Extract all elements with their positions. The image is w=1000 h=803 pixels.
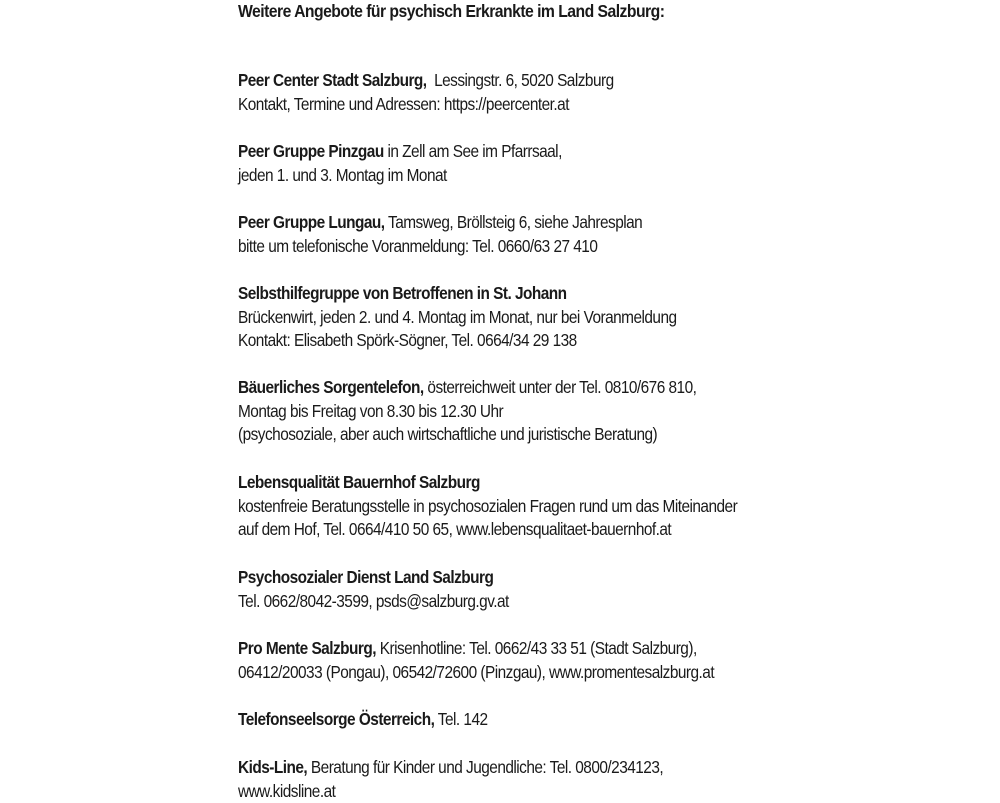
entry-text: (psychosoziale, aber auch wirtschaftliche und juristische Beratung): [238, 424, 658, 445]
entry-title: Telefonseelsorge Österreich,: [238, 709, 435, 729]
entry-pro-mente-salzburg: [238, 637, 714, 684]
entry-baeuerliches-sorgentelefon: [238, 376, 696, 447]
entry-line: [238, 495, 737, 519]
entry-line: [238, 423, 696, 447]
entry-line: [238, 376, 696, 400]
entry-line: [238, 708, 488, 732]
entry-line: [238, 140, 562, 164]
entry-telefonseelsorge: [238, 708, 488, 732]
entry-line: [238, 235, 642, 259]
entry-line: [238, 756, 663, 780]
entry-peer-gruppe-pinzgau: [238, 140, 562, 187]
entry-title: Lebensqualität Bauernhof Salzburg: [238, 472, 480, 492]
entry-lebensqualitaet-bauernhof: [238, 471, 737, 542]
entry-line: [238, 471, 737, 495]
entry-text: Tel. 142: [434, 709, 488, 729]
entry-text: Tel. 0662/8042-3599, psds@salzburg.gv.at: [238, 590, 509, 611]
entry-text: auf dem Hof, Tel. 0664/410 50 65, www.lebensqualitaet-bauernhof.at: [238, 519, 672, 540]
entry-peer-center-salzburg: [238, 69, 614, 116]
entry-line: [238, 211, 642, 235]
entry-line: [238, 282, 677, 306]
entry-line: [238, 637, 714, 661]
entry-title: Pro Mente Salzburg,: [238, 638, 377, 658]
entry-title: Bäuerliches Sorgentelefon,: [238, 377, 424, 397]
entry-title: Peer Gruppe Pinzgau: [238, 141, 384, 161]
entry-psychosozialer-dienst: [238, 566, 509, 613]
entry-line: [238, 329, 677, 353]
entry-text: www.kidsline.at: [238, 780, 336, 801]
entry-text: Kontakt: Elisabeth Spörk-Sögner, Tel. 0664/34 29 138: [238, 330, 577, 351]
entry-line: [238, 661, 714, 685]
entry-line: [238, 164, 562, 188]
entry-text: Kontakt, Termine und Adressen: https://peercenter.at: [238, 93, 569, 114]
entry-kids-line: [238, 756, 663, 803]
entry-title: Selbsthilfegruppe von Betroffenen in St. Johann: [238, 283, 567, 303]
entry-line: [238, 400, 696, 424]
entry-text: 06412/20033 (Pongau), 06542/72600 (Pinzgau), www.promentesalzburg.at: [238, 661, 715, 682]
entry-text: Brückenwirt, jeden 2. und 4. Montag im Monat, nur bei Voranmeldung: [238, 306, 677, 327]
entry-text: Tamsweg, Bröllsteig 6, siehe Jahresplan: [384, 212, 643, 232]
entry-text: österreichweit unter der Tel. 0810/676 810,: [423, 377, 697, 397]
entry-text: Krisenhotline: Tel. 0662/43 33 51 (Stadt Salzburg),: [376, 638, 697, 658]
page-heading: Weitere Angebote für psychisch Erkrankte im Land Salzburg:: [238, 1, 665, 21]
entry-title: Psychosozialer Dienst Land Salzburg: [238, 567, 494, 587]
entry-line: [238, 93, 614, 117]
entry-line: [238, 69, 614, 93]
entry-title: Kids-Line,: [238, 757, 308, 777]
entry-text: Montag bis Freitag von 8.30 bis 12.30 Uhr: [238, 400, 504, 421]
entry-line: [238, 566, 509, 590]
entry-line: [238, 590, 509, 614]
entry-text: jeden 1. und 3. Montag im Monat: [238, 164, 447, 185]
entry-text: in Zell am See im Pfarrsaal,: [383, 141, 562, 161]
entry-selbsthilfegruppe-st-johann: [238, 282, 677, 353]
entry-title: Peer Gruppe Lungau,: [238, 212, 385, 232]
entry-text: Lessingstr. 6, 5020 Salzburg: [426, 70, 614, 90]
entry-line: [238, 518, 737, 542]
entry-text: bitte um telefonische Voranmeldung: Tel. 0660/63 27 410: [238, 235, 598, 256]
entry-text: kostenfreie Beratungsstelle in psychosozialen Fragen rund um das Miteinander: [238, 495, 738, 516]
entry-peer-gruppe-lungau: [238, 211, 642, 258]
entry-title: Peer Center Stadt Salzburg,: [238, 70, 427, 90]
entry-text: Beratung für Kinder und Jugendliche: Tel. 0800/234123,: [307, 757, 664, 777]
entry-line: [238, 306, 677, 330]
